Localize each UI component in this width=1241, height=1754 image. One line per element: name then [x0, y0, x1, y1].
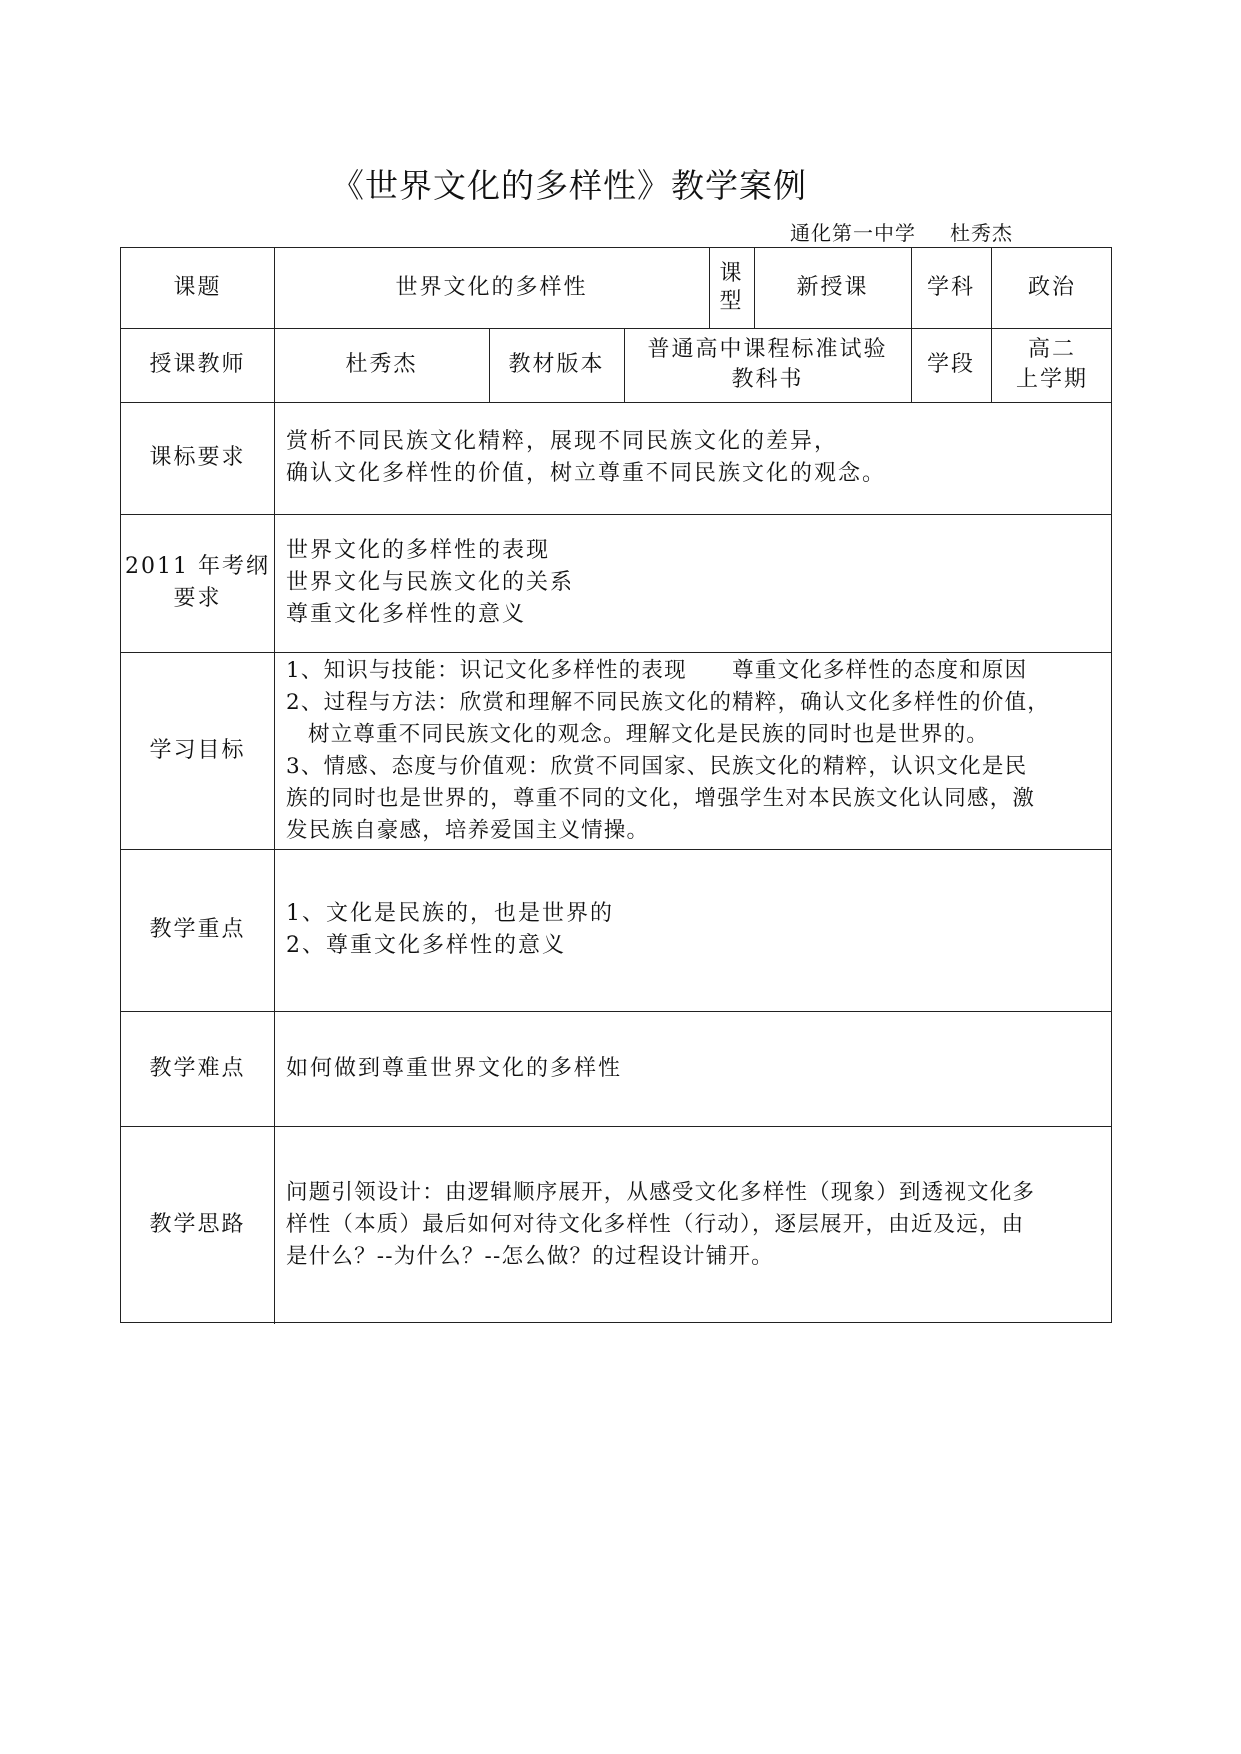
topic-value: 世界文化的多样性 [395, 275, 588, 300]
school-name: 通化第一中学 [790, 221, 916, 245]
curriculum-line: 赏析不同民族文化精粹，展现不同民族文化的差异， [286, 429, 839, 454]
approach-line: 样性（本质）最后如何对待文化多样性（行动），逐层展开，由近及远，由 [286, 1212, 1025, 1237]
objectives-line: 3、情感、态度与价值观：欣赏不同国家、民族文化的精粹，认识文化是民 [286, 753, 1028, 779]
curriculum-content [274, 402, 1113, 514]
approach-line: 是什么？--为什么？--怎么做？的过程设计铺开。 [286, 1244, 774, 1269]
objectives-content [274, 652, 1113, 849]
curriculum-label: 课标要求 [149, 445, 246, 470]
type-value: 新授课 [796, 275, 869, 300]
type-label-line: 型 [719, 289, 744, 314]
type-label [709, 248, 754, 328]
teacher-label: 授课教师 [149, 352, 246, 377]
exam-line: 世界文化的多样性的表现 [286, 538, 551, 563]
exam-label [121, 514, 274, 652]
exam-label-line: 2011 年考纲 [125, 554, 270, 579]
exam-line: 世界文化与民族文化的关系 [286, 570, 575, 595]
subject-value: 政治 [1027, 275, 1076, 300]
difficulty-label: 教学难点 [149, 1055, 246, 1081]
key-points-label: 教学重点 [149, 917, 246, 942]
stage-label: 学段 [926, 352, 975, 377]
author-name: 杜秀杰 [950, 221, 1013, 245]
exam-content [274, 514, 1113, 652]
difficulty-line: 如何做到尊重世界文化的多样性 [286, 1055, 623, 1081]
exam-label-line: 要求 [173, 586, 222, 611]
objectives-line: 族的同时也是世界的，尊重不同的文化，增强学生对本民族文化认同感，激 [286, 785, 1036, 811]
curriculum-line: 确认文化多样性的价值，树立尊重不同民族文化的观念。 [286, 461, 887, 486]
stage-value-line: 上学期 [1015, 367, 1088, 392]
subject-label: 学科 [926, 275, 975, 300]
teacher-value: 杜秀杰 [345, 352, 418, 377]
topic-label: 课题 [173, 275, 222, 300]
document-title: 《世界文化的多样性》教学案例 [331, 166, 807, 205]
approach-label: 教学思路 [149, 1212, 246, 1237]
key-points-content [274, 849, 1113, 1011]
difficulty-content [274, 1011, 1113, 1126]
exam-line: 尊重文化多样性的意义 [286, 602, 527, 627]
key-points-line: 2、尊重文化多样性的意义 [286, 933, 566, 958]
textbook-value [624, 328, 911, 402]
author-line [790, 217, 1013, 246]
objectives-line: 树立尊重不同民族文化的观念。理解文化是民族的同时也是世界的。 [308, 721, 990, 747]
type-label-line: 课 [719, 261, 744, 286]
stage-value-line: 高二 [1027, 337, 1076, 362]
textbook-value-line: 普通高中课程标准试验 [647, 337, 888, 362]
lesson-table [120, 247, 1112, 1323]
stage-value [991, 328, 1113, 402]
objectives-label: 学习目标 [149, 737, 246, 763]
key-points-line: 1、文化是民族的，也是世界的 [286, 901, 614, 926]
textbook-label: 教材版本 [508, 352, 605, 377]
textbook-value-line: 教科书 [731, 367, 804, 392]
objectives-line: 2、过程与方法：欣赏和理解不同民族文化的精粹，确认文化多样性的价值， [286, 689, 1050, 715]
approach-line: 问题引领设计：由逻辑顺序展开，从感受文化多样性（现象）到透视文化多 [286, 1180, 1036, 1205]
approach-content [274, 1126, 1113, 1324]
objectives-line: 发民族自豪感，培养爱国主义情操。 [286, 817, 650, 843]
objectives-line: 1、知识与技能：识记文化多样性的表现 尊重文化多样性的态度和原因 [286, 657, 1028, 683]
